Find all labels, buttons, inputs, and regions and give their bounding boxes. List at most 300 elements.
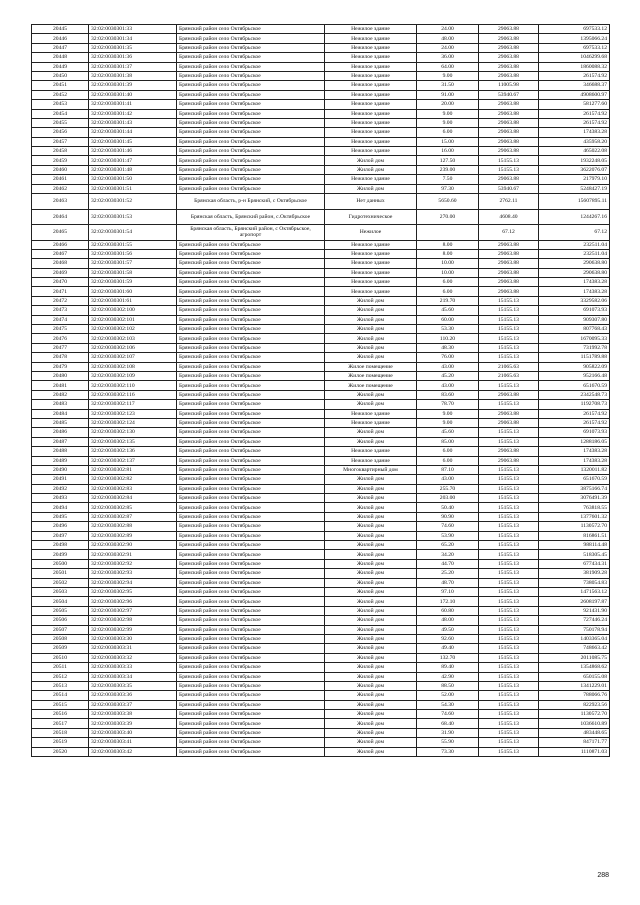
- specific-value-cell: 4608.40: [479, 209, 539, 225]
- area-cell: 73.30: [417, 747, 479, 756]
- area-cell: 43.00: [417, 362, 479, 371]
- object-type-cell: Нежилое здание: [325, 175, 417, 184]
- row-number-cell: 20477: [32, 343, 89, 352]
- area-cell: 68.40: [417, 719, 479, 728]
- row-number-cell: 20485: [32, 418, 89, 427]
- cadastral-value-cell: 483448.65: [539, 728, 610, 737]
- area-cell: 6.00: [417, 447, 479, 456]
- area-cell: 48.70: [417, 578, 479, 587]
- specific-value-cell: 15155.13: [479, 437, 539, 446]
- specific-value-cell: 15155.13: [479, 550, 539, 559]
- object-type-cell: Жилой дом: [325, 503, 417, 512]
- specific-value-cell: 29063.88: [479, 268, 539, 277]
- table-row: [32, 522, 610, 531]
- address-cell: Брянский район село Октябрьское: [177, 475, 325, 484]
- row-number-cell: 20489: [32, 456, 89, 465]
- cadastral-value-cell: 1046299.68: [539, 53, 610, 62]
- area-cell: 45.60: [417, 428, 479, 437]
- cadastral-value-cell: 748663.42: [539, 644, 610, 653]
- row-number-cell: 20448: [32, 53, 89, 62]
- object-type-cell: Нежилое здание: [325, 25, 417, 34]
- table-row: [32, 343, 610, 352]
- area-cell: 172.10: [417, 597, 479, 606]
- cadastral-number-cell: 32:02:0030301:58: [89, 268, 177, 277]
- cadastral-value-cell: 261574.92: [539, 109, 610, 118]
- specific-value-cell: 29063.88: [479, 278, 539, 287]
- specific-value-cell: 29063.88: [479, 118, 539, 127]
- object-type-cell: Жилое помещение: [325, 362, 417, 371]
- area-cell: 50.40: [417, 503, 479, 512]
- specific-value-cell: 29063.88: [479, 456, 539, 465]
- specific-value-cell: 15155.13: [479, 587, 539, 596]
- address-cell: Брянский район село Октябрьское: [177, 587, 325, 596]
- cadastral-value-cell: 261574.92: [539, 118, 610, 127]
- cadastral-value-cell: 1036610.89: [539, 719, 610, 728]
- address-cell: Брянский район село Октябрьское: [177, 118, 325, 127]
- area-cell: 9.00: [417, 109, 479, 118]
- row-number-cell: 20519: [32, 738, 89, 747]
- object-type-cell: Нежилое здание: [325, 240, 417, 249]
- cadastral-number-cell: 32:02:0030303:34: [89, 672, 177, 681]
- cadastral-value-cell: 731992.78: [539, 343, 610, 352]
- table-row: [32, 728, 610, 737]
- cadastral-number-cell: 32:02:0030301:47: [89, 156, 177, 165]
- row-number-cell: 20470: [32, 278, 89, 287]
- area-cell: 76.00: [417, 353, 479, 362]
- address-cell: Брянский район село Октябрьское: [177, 325, 325, 334]
- address-cell: Брянский район село Октябрьское: [177, 343, 325, 352]
- cadastral-number-cell: 32:02:0030303:30: [89, 634, 177, 643]
- row-number-cell: 20482: [32, 390, 89, 399]
- table-row: [32, 597, 610, 606]
- specific-value-cell: 15155.13: [479, 644, 539, 653]
- area-cell: 92.60: [417, 634, 479, 643]
- row-number-cell: 20446: [32, 34, 89, 43]
- object-type-cell: Нежилое здание: [325, 137, 417, 146]
- cadastral-number-cell: 32:02:0030302:81: [89, 465, 177, 474]
- object-type-cell: Нежилое здание: [325, 147, 417, 156]
- address-cell: Брянский район село Октябрьское: [177, 606, 325, 615]
- area-cell: 270.00: [417, 209, 479, 225]
- address-cell: Брянский район село Октябрьское: [177, 559, 325, 568]
- address-cell: Брянский район село Октябрьское: [177, 137, 325, 146]
- cadastral-number-cell: 32:02:0030302:101: [89, 315, 177, 324]
- object-type-cell: Многоквартирный дом: [325, 465, 417, 474]
- area-cell: 90.90: [417, 512, 479, 521]
- object-type-cell: Нежилое здание: [325, 53, 417, 62]
- specific-value-cell: 29063.88: [479, 25, 539, 34]
- cadastral-number-cell: 32:02:0030302:107: [89, 353, 177, 362]
- document-page: [31, 24, 609, 757]
- address-cell: Брянский район село Октябрьское: [177, 25, 325, 34]
- cadastral-number-cell: 32:02:0030302:82: [89, 475, 177, 484]
- cadastral-value-cell: 3622076.07: [539, 165, 610, 174]
- object-type-cell: Нежилое здание: [325, 43, 417, 52]
- cadastral-value-cell: 1244267.16: [539, 209, 610, 225]
- address-cell: Брянская область, р-н Брянский, с Октябрьское: [177, 194, 325, 210]
- specific-value-cell: 29063.88: [479, 147, 539, 156]
- area-cell: 10.00: [417, 259, 479, 268]
- row-number-cell: 20451: [32, 81, 89, 90]
- area-cell: 9.00: [417, 71, 479, 80]
- object-type-cell: Жилой дом: [325, 559, 417, 568]
- address-cell: Брянский район село Октябрьское: [177, 578, 325, 587]
- table-row: [32, 353, 610, 362]
- cadastral-value-cell: 697533.12: [539, 43, 610, 52]
- row-number-cell: 20495: [32, 512, 89, 521]
- row-number-cell: 20499: [32, 550, 89, 559]
- row-number-cell: 20497: [32, 531, 89, 540]
- object-type-cell: Жилой дом: [325, 587, 417, 596]
- address-cell: Брянский район село Октябрьское: [177, 147, 325, 156]
- object-type-cell: Жилой дом: [325, 728, 417, 737]
- cadastral-value-cell: 174383.28: [539, 128, 610, 137]
- object-type-cell: Жилой дом: [325, 569, 417, 578]
- area-cell: 97.10: [417, 587, 479, 596]
- table-row: [32, 278, 610, 287]
- row-number-cell: 20459: [32, 156, 89, 165]
- address-cell: Брянский район село Октябрьское: [177, 616, 325, 625]
- table-row: [32, 175, 610, 184]
- object-type-cell: Жилой дом: [325, 625, 417, 634]
- cadastral-value-cell: 581277.60: [539, 100, 610, 109]
- cadastral-number-cell: 32:02:0030302:137: [89, 456, 177, 465]
- area-cell: 110.20: [417, 334, 479, 343]
- object-type-cell: Жилой дом: [325, 653, 417, 662]
- table-row: [32, 390, 610, 399]
- object-type-cell: Нежилое здание: [325, 81, 417, 90]
- table-row: [32, 362, 610, 371]
- cadastral-value-cell: 750178.94: [539, 625, 610, 634]
- specific-value-cell: 29063.88: [479, 259, 539, 268]
- specific-value-cell: 15155.13: [479, 597, 539, 606]
- cadastral-value-cell: 909307.80: [539, 315, 610, 324]
- row-number-cell: 20504: [32, 597, 89, 606]
- table-row: [32, 663, 610, 672]
- address-cell: Брянский район село Октябрьское: [177, 569, 325, 578]
- address-cell: Брянский район село Октябрьское: [177, 43, 325, 52]
- area-cell: 36.00: [417, 53, 479, 62]
- specific-value-cell: 29063.88: [479, 100, 539, 109]
- cadastral-value-cell: 988114.48: [539, 541, 610, 550]
- object-type-cell: Жилой дом: [325, 343, 417, 352]
- row-number-cell: 20487: [32, 437, 89, 446]
- area-cell: 49.40: [417, 644, 479, 653]
- area-cell: 65.20: [417, 541, 479, 550]
- specific-value-cell: 67.12: [479, 225, 539, 241]
- object-type-cell: Жилой дом: [325, 672, 417, 681]
- cadastral-value-cell: 727446.24: [539, 616, 610, 625]
- address-cell: Брянский район село Октябрьское: [177, 541, 325, 550]
- specific-value-cell: 15155.13: [479, 296, 539, 305]
- object-type-cell: Нежилое здание: [325, 62, 417, 71]
- specific-value-cell: 15155.13: [479, 747, 539, 756]
- object-type-cell: Жилое помещение: [325, 381, 417, 390]
- specific-value-cell: 2762.11: [479, 194, 539, 210]
- object-type-cell: Жилой дом: [325, 306, 417, 315]
- cadastral-number-cell: 32:02:0030302:106: [89, 343, 177, 352]
- cadastral-value-table: [31, 24, 610, 757]
- address-cell: Брянский район село Октябрьское: [177, 691, 325, 700]
- area-cell: 91.00: [417, 90, 479, 99]
- row-number-cell: 20480: [32, 372, 89, 381]
- object-type-cell: Жилой дом: [325, 681, 417, 690]
- specific-value-cell: 15155.13: [479, 569, 539, 578]
- cadastral-value-cell: 1130572.70: [539, 710, 610, 719]
- area-cell: 24.00: [417, 43, 479, 52]
- area-cell: 53.90: [417, 531, 479, 540]
- specific-value-cell: 15155.13: [479, 728, 539, 737]
- specific-value-cell: 29063.88: [479, 53, 539, 62]
- table-row: [32, 184, 610, 193]
- row-number-cell: 20517: [32, 719, 89, 728]
- address-cell: Брянский район село Октябрьское: [177, 249, 325, 258]
- cadastral-number-cell: 32:02:0030301:60: [89, 287, 177, 296]
- row-number-cell: 20452: [32, 90, 89, 99]
- area-cell: 48.30: [417, 343, 479, 352]
- specific-value-cell: 15155.13: [479, 578, 539, 587]
- object-type-cell: Жилой дом: [325, 296, 417, 305]
- area-cell: 87.10: [417, 465, 479, 474]
- area-cell: 203.00: [417, 494, 479, 503]
- specific-value-cell: 29063.88: [479, 109, 539, 118]
- address-cell: Брянский район село Октябрьское: [177, 81, 325, 90]
- area-cell: 34.20: [417, 550, 479, 559]
- specific-value-cell: 15155.13: [479, 165, 539, 174]
- cadastral-value-cell: 1192708.73: [539, 400, 610, 409]
- cadastral-number-cell: 32:02:0030303:31: [89, 644, 177, 653]
- object-type-cell: Нежилое здание: [325, 118, 417, 127]
- object-type-cell: Жилой дом: [325, 390, 417, 399]
- row-number-cell: 20513: [32, 681, 89, 690]
- object-type-cell: Нежилое здание: [325, 34, 417, 43]
- address-cell: Брянский район село Октябрьское: [177, 334, 325, 343]
- row-number-cell: 20449: [32, 62, 89, 71]
- address-cell: Брянский район село Октябрьское: [177, 484, 325, 493]
- table-row: [32, 559, 610, 568]
- cadastral-value-cell: 847171.77: [539, 738, 610, 747]
- row-number-cell: 20498: [32, 541, 89, 550]
- object-type-cell: Жилое помещение: [325, 372, 417, 381]
- row-number-cell: 20491: [32, 475, 89, 484]
- row-number-cell: 20466: [32, 240, 89, 249]
- object-type-cell: Жилой дом: [325, 494, 417, 503]
- cadastral-number-cell: 32:02:0030301:41: [89, 100, 177, 109]
- object-type-cell: Жилой дом: [325, 616, 417, 625]
- row-number-cell: 20518: [32, 728, 89, 737]
- table-row: [32, 681, 610, 690]
- table-row: [32, 606, 610, 615]
- cadastral-number-cell: 32:02:0030303:36: [89, 691, 177, 700]
- specific-value-cell: 29063.88: [479, 390, 539, 399]
- cadastral-number-cell: 32:02:0030301:56: [89, 249, 177, 258]
- table-row: [32, 306, 610, 315]
- address-cell: Брянский район село Октябрьское: [177, 165, 325, 174]
- cadastral-value-cell: 465022.08: [539, 147, 610, 156]
- table-row: [32, 81, 610, 90]
- row-number-cell: 20460: [32, 165, 89, 174]
- row-number-cell: 20511: [32, 663, 89, 672]
- address-cell: Брянский район село Октябрьское: [177, 663, 325, 672]
- address-cell: Брянский район село Октябрьское: [177, 681, 325, 690]
- object-type-cell: Жилой дом: [325, 578, 417, 587]
- row-number-cell: 20465: [32, 225, 89, 241]
- cadastral-number-cell: 32:02:0030301:37: [89, 62, 177, 71]
- specific-value-cell: 11005.98: [479, 81, 539, 90]
- table-row: [32, 531, 610, 540]
- specific-value-cell: 29063.88: [479, 175, 539, 184]
- area-cell: 31.50: [417, 81, 479, 90]
- table-row: [32, 209, 610, 225]
- address-cell: Брянский район село Октябрьское: [177, 240, 325, 249]
- address-cell: Брянская область, Брянский район, с.Октябрьское: [177, 209, 325, 225]
- object-type-cell: Жилой дом: [325, 531, 417, 540]
- specific-value-cell: 29063.88: [479, 418, 539, 427]
- address-cell: Брянский район село Октябрьское: [177, 728, 325, 737]
- area-cell: 42.90: [417, 672, 479, 681]
- address-cell: Брянский район село Октябрьское: [177, 390, 325, 399]
- table-row: [32, 372, 610, 381]
- specific-value-cell: 29063.88: [479, 447, 539, 456]
- cadastral-value-cell: 651670.59: [539, 381, 610, 390]
- cadastral-value-cell: 346688.37: [539, 81, 610, 90]
- object-type-cell: Жилой дом: [325, 541, 417, 550]
- cadastral-number-cell: 32:02:0030303:39: [89, 719, 177, 728]
- table-row: [32, 249, 610, 258]
- address-cell: Брянский район село Октябрьское: [177, 719, 325, 728]
- table-body: [32, 25, 610, 757]
- cadastral-number-cell: 32:02:0030301:33: [89, 25, 177, 34]
- table-row: [32, 550, 610, 559]
- cadastral-value-cell: 381909.28: [539, 569, 610, 578]
- table-row: [32, 653, 610, 662]
- cadastral-number-cell: 32:02:0030303:32: [89, 653, 177, 662]
- cadastral-value-cell: 677434.31: [539, 559, 610, 568]
- specific-value-cell: 15155.13: [479, 475, 539, 484]
- cadastral-number-cell: 32:02:0030301:53: [89, 209, 177, 225]
- table-row: [32, 672, 610, 681]
- cadastral-value-cell: 67.12: [539, 225, 610, 241]
- address-cell: Брянская область, Брянский район, с Октябрьское, агропорт: [177, 225, 325, 241]
- cadastral-number-cell: 32:02:0030301:54: [89, 225, 177, 241]
- cadastral-value-cell: 1130572.70: [539, 522, 610, 531]
- cadastral-value-cell: 1354868.62: [539, 663, 610, 672]
- table-row: [32, 156, 610, 165]
- table-row: [32, 43, 610, 52]
- cadastral-value-cell: 518305.45: [539, 550, 610, 559]
- cadastral-number-cell: 32:02:0030302:123: [89, 409, 177, 418]
- address-cell: Брянский район село Октябрьское: [177, 259, 325, 268]
- cadastral-number-cell: 32:02:0030301:43: [89, 118, 177, 127]
- area-cell: 55.90: [417, 738, 479, 747]
- object-type-cell: Жилой дом: [325, 550, 417, 559]
- cadastral-value-cell: 691073.93: [539, 428, 610, 437]
- table-row: [32, 719, 610, 728]
- cadastral-value-cell: 1932248.05: [539, 156, 610, 165]
- object-type-cell: Жилой дом: [325, 475, 417, 484]
- table-row: [32, 428, 610, 437]
- address-cell: Брянский район село Октябрьское: [177, 90, 325, 99]
- cadastral-number-cell: 32:02:0030302:124: [89, 418, 177, 427]
- table-row: [32, 25, 610, 34]
- object-type-cell: Жилой дом: [325, 325, 417, 334]
- cadastral-number-cell: 32:02:0030302:85: [89, 503, 177, 512]
- object-type-cell: Жилой дом: [325, 512, 417, 521]
- row-number-cell: 20484: [32, 409, 89, 418]
- object-type-cell: Нежилое здание: [325, 259, 417, 268]
- table-row: [32, 147, 610, 156]
- table-row: [32, 128, 610, 137]
- object-type-cell: Нежилое здание: [325, 90, 417, 99]
- table-row: [32, 240, 610, 249]
- address-cell: Брянский район село Октябрьское: [177, 100, 325, 109]
- cadastral-number-cell: 32:02:0030301:59: [89, 278, 177, 287]
- object-type-cell: Нежилое здание: [325, 128, 417, 137]
- table-row: [32, 34, 610, 43]
- cadastral-value-cell: 738054.83: [539, 578, 610, 587]
- address-cell: Брянский район село Октябрьское: [177, 175, 325, 184]
- object-type-cell: Жилой дом: [325, 184, 417, 193]
- address-cell: Брянский район село Октябрьское: [177, 381, 325, 390]
- cadastral-value-cell: 763818.55: [539, 503, 610, 512]
- row-number-cell: 20502: [32, 578, 89, 587]
- row-number-cell: 20475: [32, 325, 89, 334]
- area-cell: 5650.60: [417, 194, 479, 210]
- address-cell: Брянский район село Октябрьское: [177, 278, 325, 287]
- table-row: [32, 710, 610, 719]
- cadastral-value-cell: 261574.92: [539, 71, 610, 80]
- area-cell: 9.00: [417, 418, 479, 427]
- area-cell: 6.00: [417, 287, 479, 296]
- cadastral-number-cell: 32:02:0030301:38: [89, 71, 177, 80]
- area-cell: 45.60: [417, 306, 479, 315]
- address-cell: Брянский район село Октябрьское: [177, 428, 325, 437]
- area-cell: 74.60: [417, 710, 479, 719]
- object-type-cell: Жилой дом: [325, 156, 417, 165]
- area-cell: 16.00: [417, 147, 479, 156]
- table-row: [32, 296, 610, 305]
- object-type-cell: Жилой дом: [325, 719, 417, 728]
- cadastral-number-cell: 32:02:0030302:92: [89, 559, 177, 568]
- area-cell: 48.00: [417, 34, 479, 43]
- cadastral-value-cell: 650155.08: [539, 672, 610, 681]
- address-cell: Брянский район село Октябрьское: [177, 34, 325, 43]
- object-type-cell: Жилой дом: [325, 738, 417, 747]
- object-type-cell: Жилой дом: [325, 522, 417, 531]
- area-cell: 43.00: [417, 475, 479, 484]
- table-row: [32, 747, 610, 756]
- row-number-cell: 20471: [32, 287, 89, 296]
- area-cell: 7.50: [417, 175, 479, 184]
- table-row: [32, 447, 610, 456]
- row-number-cell: 20486: [32, 428, 89, 437]
- object-type-cell: Нежилое здание: [325, 287, 417, 296]
- specific-value-cell: 15155.13: [479, 343, 539, 352]
- cadastral-value-cell: 3076491.39: [539, 494, 610, 503]
- specific-value-cell: 29063.88: [479, 240, 539, 249]
- area-cell: 20.00: [417, 100, 479, 109]
- specific-value-cell: 29063.88: [479, 287, 539, 296]
- cadastral-number-cell: 32:02:0030302:99: [89, 625, 177, 634]
- row-number-cell: 20467: [32, 249, 89, 258]
- area-cell: 74.60: [417, 522, 479, 531]
- area-cell: 89.40: [417, 663, 479, 672]
- cadastral-number-cell: 32:02:0030303:33: [89, 663, 177, 672]
- table-row: [32, 503, 610, 512]
- row-number-cell: 20453: [32, 100, 89, 109]
- table-row: [32, 578, 610, 587]
- area-cell: 239.00: [417, 165, 479, 174]
